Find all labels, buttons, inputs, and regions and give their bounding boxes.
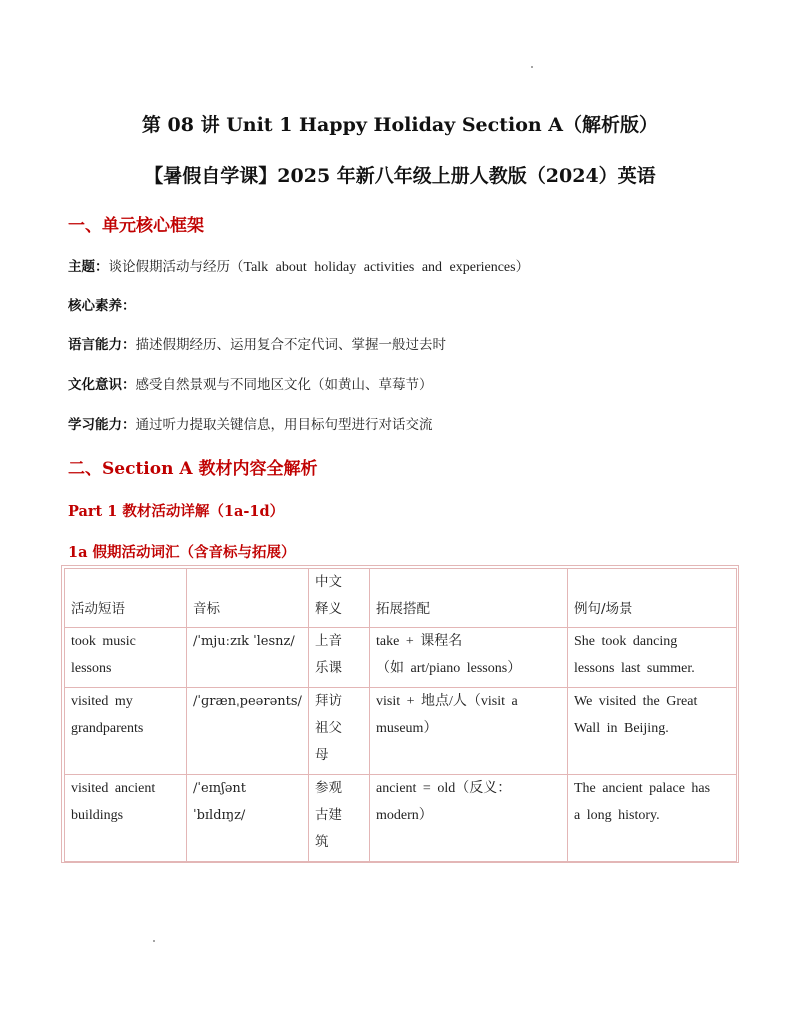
document-title: 第 08 讲 Unit 1 Happy Holiday Section A（解析版） — [141, 114, 659, 136]
phonetic-cell: /ˈɡrænˌpeərənts/ — [187, 688, 309, 775]
theme-close: ） — [515, 259, 530, 275]
learning-label: 学习能力： — [68, 417, 136, 433]
decorative-dot — [153, 940, 155, 942]
language-ability-line — [68, 333, 446, 353]
extension-cell: take + 课程名 （如 art/piano lessons） — [370, 628, 568, 688]
section-heading-framework: 一、单元核心框架 — [68, 216, 204, 236]
vocabulary-table — [64, 568, 737, 862]
subheading-1a: 1a 假期活动词汇（含音标与拓展） — [68, 544, 296, 561]
theme-line — [68, 255, 529, 276]
theme-cn: 谈论假期活动与经历（ — [108, 259, 244, 275]
extension-cell: visit + 地点/人（visit a museum） — [370, 688, 568, 775]
example-cell: She took dancing lessons last summer. — [568, 628, 737, 688]
example-cell: We visited the Great Wall in Beijing. — [568, 688, 737, 775]
extension-cell: ancient = old（反义： modern） — [370, 775, 568, 862]
document-subtitle: 【暑假自学课】2025 年新八年级上册人教版（2024）英语 — [144, 165, 656, 187]
theme-en: Talk about holiday activities and experiences — [243, 260, 516, 275]
table-row — [65, 775, 737, 862]
meaning-cell: 拜访 祖父 母 — [309, 688, 370, 775]
meaning-cell: 参观 古建 筑 — [309, 775, 370, 862]
meaning-cell: 上音 乐课 — [309, 628, 370, 688]
phrase-cell: visited ancient buildings — [65, 775, 187, 862]
table-row — [65, 628, 737, 688]
language-label: 语言能力： — [68, 337, 136, 353]
cultural-awareness-line — [68, 373, 433, 393]
header-example: 例句/场景 — [568, 569, 737, 628]
core-literacy-line — [68, 294, 136, 314]
table-row — [65, 688, 737, 775]
theme-label: 主题： — [68, 259, 109, 275]
decorative-dot — [531, 66, 533, 68]
header-extension: 拓展搭配 — [370, 569, 568, 628]
phrase-cell: took music lessons — [65, 628, 187, 688]
culture-label: 文化意识： — [68, 377, 136, 393]
header-meaning: 中文释义 — [309, 569, 370, 628]
language-text: 描述假期经历、运用复合不定代词、掌握一般过去时 — [135, 337, 446, 353]
learning-ability-line — [68, 413, 433, 433]
learning-text: 通过听力提取关键信息，用目标句型进行对话交流 — [135, 417, 433, 433]
part1-heading: Part 1 教材活动详解（1a-1d） — [68, 503, 285, 520]
header-phrase: 活动短语 — [65, 569, 187, 628]
core-label: 核心素养： — [68, 298, 136, 314]
phonetic-cell: /ˈmjuːzɪk ˈlesnz/ — [187, 628, 309, 688]
culture-text: 感受自然景观与不同地区文化（如黄山、草莓节） — [135, 377, 433, 393]
phrase-cell: visited my grandparents — [65, 688, 187, 775]
example-cell: The ancient palace has a long history. — [568, 775, 737, 862]
phonetic-cell: /ˈeɪnʃənt ˈbɪldɪŋz/ — [187, 775, 309, 862]
section-heading-analysis: 二、Section A 教材内容全解析 — [68, 459, 318, 479]
header-phonetic: 音标 — [187, 569, 309, 628]
table-header-row — [65, 569, 737, 628]
